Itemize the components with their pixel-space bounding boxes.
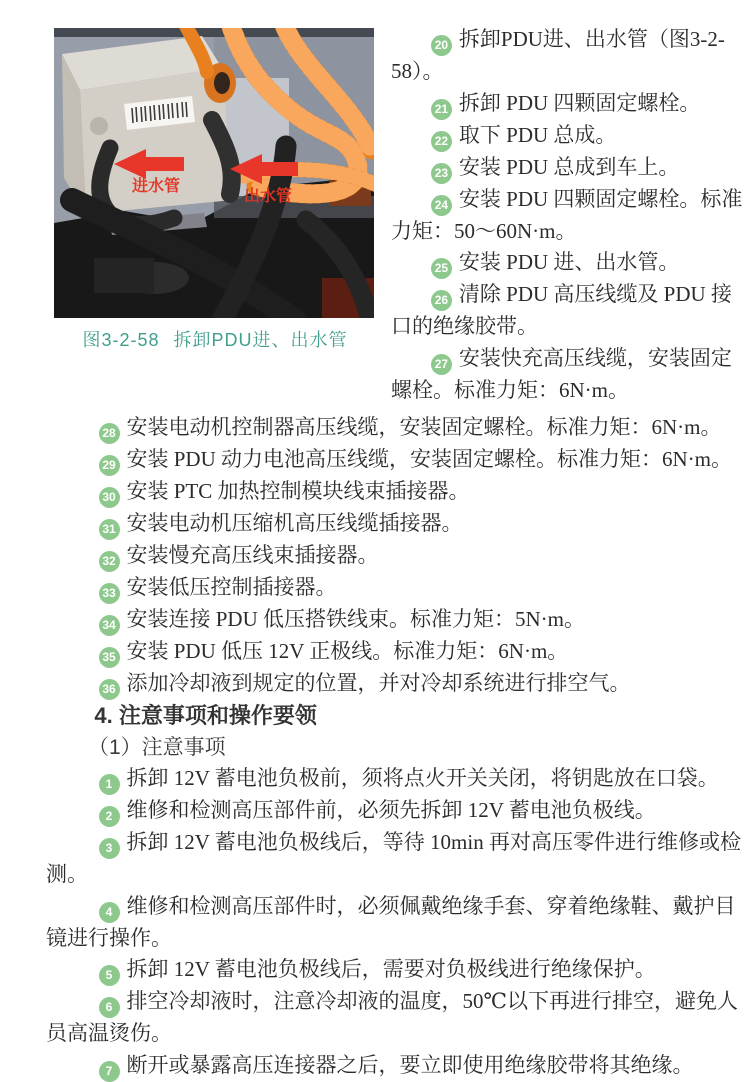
step-text: 安装电动机控制器高压线缆，安装固定螺栓。标准力矩：6N·m。 [126,415,722,439]
note-badge: 4 [99,902,120,923]
step-text: 安装电动机压缩机高压线缆插接器。 [126,511,463,535]
step-item [46,476,745,508]
step-text: 安装慢充高压线束插接器。 [126,543,379,567]
step-badge: 28 [99,423,120,444]
step-item [46,668,745,700]
step-item [46,508,745,540]
step-badge: 25 [431,258,452,279]
step-badge: 32 [99,551,120,572]
step-text: 取下 PDU 总成。 [458,122,617,147]
step-text: 安装 PDU 进、出水管。 [458,250,680,274]
step-text: 安装快充高压线缆，安装固定螺栓。标准力矩：6N·m。 [391,345,732,402]
step-text: 添加冷却液到规定的位置，并对冷却系统进行排空气。 [126,671,631,695]
note-badge: 2 [99,806,120,827]
note-badge: 5 [99,965,120,986]
step-badge: 20 [431,35,452,56]
step-text: 安装 PTC 加热控制模块线束插接器。 [126,479,470,503]
step-badge: 29 [99,455,120,476]
note-text: 断开或暴露高压连接器之后，要立即使用绝缘胶带将其绝缘。 [126,1052,694,1077]
step-text: 安装 PDU 动力电池高压线缆，安装固定螺栓。标准力矩：6N·m。 [126,447,733,471]
note-item [46,986,745,1050]
top-columns [46,24,745,406]
note-item [46,827,745,891]
note-text: 维修和检测高压部件前，必须先拆卸 12V 蓄电池负极线。 [126,798,656,822]
step-badge: 26 [431,290,452,311]
step-badge: 30 [99,487,120,508]
note-badge: 3 [99,838,120,859]
note-item [46,1050,745,1082]
step-text: 拆卸 PDU 四颗固定螺栓。 [458,90,701,115]
step-badge: 23 [431,163,452,184]
figure-caption-number: 图3-2-58 [82,330,160,350]
steps-full-width [46,412,745,1082]
note-badge: 1 [99,774,120,795]
section-heading: 4. 注意事项和操作要领 [94,703,317,728]
figure-caption [54,326,376,352]
step-text: 安装连接 PDU 低压搭铁线束。标准力矩：5N·m。 [126,607,586,631]
step-text: 安装 PDU 总成到车上。 [458,154,680,179]
step-item [391,152,745,184]
step-text: 安装 PDU 低压 12V 正极线。标准力矩：6N·m。 [126,639,569,663]
step-badge: 27 [431,354,452,375]
step-item [46,636,745,668]
figure-photo [54,28,374,318]
section-subheading: （1）注意事项 [88,735,226,759]
step-text: 清除 PDU 高压线缆及 PDU 接口的绝缘胶带。 [391,282,732,338]
step-item [46,604,745,636]
note-text: 维修和检测高压部件时，必须佩戴绝缘手套、穿着绝缘鞋、戴护目镜进行操作。 [46,893,736,950]
note-item [46,795,745,827]
step-item [46,412,745,444]
step-badge: 34 [99,615,120,636]
note-badge: 7 [99,1061,120,1082]
figure-block [54,28,376,352]
note-text: 排空冷却液时，注意冷却液的温度，50℃以下再进行排空，避免人员高温烫伤。 [46,989,738,1045]
note-badge: 6 [99,997,120,1018]
step-item [46,572,745,604]
step-badge: 21 [431,99,452,120]
step-item [391,247,745,279]
figure-caption-title: 拆卸PDU进、出水管 [173,330,348,350]
step-badge: 31 [99,519,120,540]
step-text: 拆卸PDU进、出水管（图3-2-58）。 [391,27,725,83]
step-badge: 24 [431,195,452,216]
note-item [46,891,745,955]
note-text: 拆卸 12V 蓄电池负极前，须将点火开关关闭，将钥匙放在口袋。 [126,766,719,790]
step-badge: 35 [99,647,120,668]
step-item [391,88,745,120]
step-item [391,279,745,343]
note-item [46,954,745,986]
step-item [46,540,745,572]
step-item [391,343,745,407]
step-badge: 22 [431,131,452,152]
note-text: 拆卸 12V 蓄电池负极线后，需要对负极线进行绝缘保护。 [126,957,656,981]
note-text: 拆卸 12V 蓄电池负极线后，等待 10min 再对高压零件进行维修或检测。 [46,830,741,886]
step-text: 安装 PDU 四颗固定螺栓。标准力矩：50～60N·m。 [391,186,743,243]
note-item [46,763,745,795]
inlet-label: 进水管 [132,178,181,195]
steps-right-column [391,24,745,406]
outlet-label: 出水管 [244,188,293,205]
step-item [391,184,745,248]
step-text: 安装低压控制插接器。 [126,575,337,599]
step-item [391,24,745,88]
step-badge: 33 [99,583,120,604]
step-item [391,120,745,152]
step-item [46,444,745,476]
step-badge: 36 [99,679,120,700]
